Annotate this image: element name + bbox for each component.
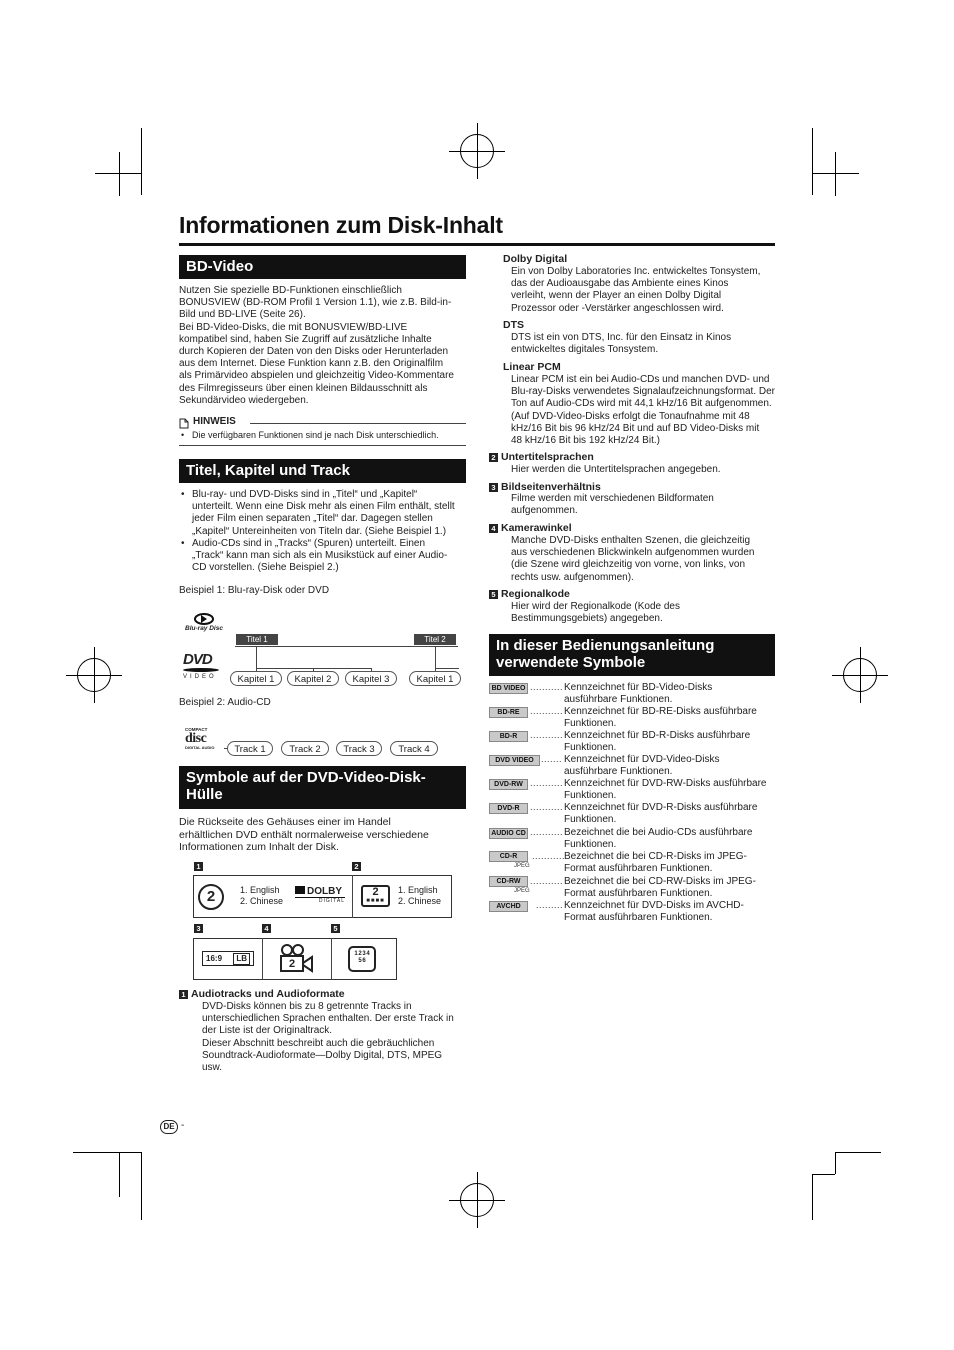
leader-dots: ........... (530, 876, 564, 886)
track-pill: Track 4 (390, 741, 438, 756)
legend-desc: Kennzeichnet für DVD-R-Disks ausführbare Funktionen. (564, 802, 758, 826)
section-heading-legend: In dieser Bedienungsanleitung verwendete Symbole (489, 634, 775, 676)
note-icon (179, 416, 189, 427)
titel-1-tag: Titel 1 (236, 634, 278, 645)
leader-dots: ........... (530, 827, 564, 837)
crop-mark (141, 128, 142, 195)
region-code-icon: 1 2 3 4 5 6 (348, 946, 376, 972)
audio-lang-list: 1. English 2. Chinese (240, 885, 284, 906)
number-badge: 3 (194, 924, 203, 933)
registration-mark (460, 1183, 494, 1217)
legend-desc: Kennzeichnet für DVD-RW-Disks ausführbare Funktionen. (564, 778, 767, 802)
crop-mark (119, 1152, 120, 1197)
registration-mark (843, 658, 877, 692)
leader-dots: ........... (530, 802, 564, 812)
camera-angle-icon: 2 (277, 943, 315, 973)
hinweis-item: • Die verfügbaren Funktionen sind je nach Disk unterschiedlich. (180, 430, 470, 441)
titel-end-marker (435, 646, 436, 648)
registration-mark (460, 134, 494, 168)
badge-dvd-video: DVD VIDEO (489, 755, 540, 766)
badge-avchd: AVCHD (489, 901, 528, 912)
track-pill: Track 1 (227, 741, 273, 756)
badge-bd-re: BD-RE (489, 707, 528, 718)
symbole-text: Die Rückseite des Gehäuses einer im Handel erhältlichen DVD enthält normalerweise verschiedene Informationen zum Inhalt der Disk. (179, 816, 429, 853)
legend-desc: Kennzeichnet für BD-RE-Disks ausführbare Funktionen. (564, 706, 757, 730)
titel-2-tag: Titel 2 (414, 634, 456, 645)
language-badge: DE (160, 1120, 178, 1134)
kamera-text: Manche DVD-Disks enthalten Szenen, die gleichzeitig aus verschiedenen Blickwinkeln aufgenommen wurden (die Szene wird gleichzeitig von vorne, von links, von rechts usw. aufgenommen). (511, 535, 755, 583)
legend-desc: Kennzeichnet für DVD-Disks im AVCHD- Format ausführbaren Funktionen. (564, 900, 744, 924)
kapitel-connector (256, 647, 257, 671)
badge-audio-cd: AUDIO CD (489, 828, 528, 839)
leader-dots: ........... (530, 706, 564, 716)
dolby-digital-logo: DOLBY DIGITAL (295, 886, 345, 906)
dolby-dd-icon (295, 886, 305, 894)
subtitle-icon: 2 ■■■■ (361, 885, 390, 907)
kapitel-pill: Kapitel 1 (230, 671, 282, 686)
bd-video-text: Nutzen Sie spezielle BD-Funktionen einschließlich BONUSVIEW (BD-ROM Profil 1 Version 1.1), wie z.B. Bild-in- Bild und BD-LIVE (Seite 26). Bei BD-Video-Disks, die mit BONUSVIEW/BD-LIVE kompatibel sind, haben Sie Zugriff auf zusätzliche Inhalte durch Kopieren der Daten von den Disks oder Herunterladen aus dem Internet. Diese Funktion kann z.B. den Originalfilm als Primärvideo abspielen und gleichzeitig Video-Kommentare des Filmregisseurs über einen kleinen Bildausschnitt als Sekundärvideo wiedergeben. (179, 285, 454, 406)
badge-cd-rw: CD-RW (489, 876, 528, 887)
pcm-text: Linear PCM ist ein bei Audio-CDs und manchen DVD- und Blu-ray-Disks verwendetes Signalaufzeichnungsformat. Der Ton auf Audio-CDs wird mit 44,1 kHz/16 Bit aufgenommen. (Auf DVD-Video-Disks erfolgt die Tonaufnahme mit 48 kHz/16 Bit bis 96 kHz/24 Bit und auf BD Video-Disks mit 48 kHz/16 Bit bis 192 kHz/24 Bit.) (511, 374, 776, 447)
section-heading-bd-video: BD-Video (179, 255, 466, 279)
badge-dvd-r: DVD-R (489, 803, 528, 814)
example-1-label: Beispiel 1: Blu-ray-Disk oder DVD (179, 585, 330, 596)
example-2-label: Beispiel 2: Audio-CD (179, 697, 271, 708)
crop-mark (119, 152, 120, 196)
number-badge: 4 (262, 924, 271, 933)
box-divider (331, 938, 332, 980)
kapitel-connector (435, 647, 436, 671)
titel-track-line (235, 646, 458, 647)
region-heading: 5 Regionalkode (489, 588, 570, 600)
aspect-ratio-icon: 16:9 LB (202, 951, 254, 966)
leader-dots: ........... (530, 778, 564, 788)
audio-tracks-icon: 2 (198, 884, 224, 910)
number-badge: 5 (331, 924, 340, 933)
dolby-text: Ein von Dolby Laboratories Inc. entwickeltes Tonsystem, das der Audioausgabe das Ambiente eines Kinos verleiht, wenn der Player an einen Dolby Digital Prozessor oder -Verstärker angeschlossen wird. (511, 266, 761, 314)
page-dash: - (181, 1120, 185, 1131)
number-badge: 2 (352, 862, 361, 871)
leader-dots: ........... (530, 682, 564, 692)
box-divider (262, 938, 263, 980)
kamera-heading: 4 Kamerawinkel (489, 522, 572, 534)
crop-mark (812, 128, 813, 195)
kapitel-pill: Kapitel 3 (345, 671, 397, 686)
dolby-heading: Dolby Digital (503, 253, 568, 265)
legend-desc: Kennzeichnet für BD-Video-Disks ausführbare Funktionen. (564, 682, 713, 706)
dts-heading: DTS (503, 319, 524, 331)
section-heading-titel: Titel, Kapitel und Track (179, 459, 466, 483)
audio-text: DVD-Disks können bis zu 8 getrennte Tracks in unterschiedlichen Sprachen enthalten. Der erste Track in der Liste ist der Originaltrack. Dieser Abschnitt beschreibt auch die gebräuchlichen Soundtrack-Audioformate—Dolby Digital, DTS, MPEG usw. (202, 1001, 454, 1074)
dts-text: DTS ist ein von DTS, Inc. für den Einsatz in Kinos entwickeltes digitales Tonsystem. (511, 332, 732, 356)
legend-desc: Bezeichnet die bei Audio-CDs ausführbare Funktionen. (564, 827, 753, 851)
badge-dvd-rw: DVD-RW (489, 779, 528, 790)
kapitel-pill: Kapitel 2 (287, 671, 339, 686)
badge-cd-r: CD-R (489, 851, 528, 862)
badge-bd-r: BD-R (489, 731, 528, 742)
hinweis-label: HINWEIS (193, 416, 236, 427)
crop-mark (95, 173, 141, 174)
title-rule (179, 243, 775, 246)
legend-desc: Bezeichnet die bei CD-R-Disks im JPEG- Format ausführbaren Funktionen. (564, 851, 747, 875)
untertitel-text: Hier werden die Untertitelsprachen angegeben. (511, 464, 721, 475)
kapitel-line (256, 668, 372, 669)
crop-mark (812, 1174, 813, 1220)
kapitel-pill: Kapitel 1 (409, 671, 461, 686)
crop-mark (813, 1174, 835, 1175)
kapitel-line-2 (435, 668, 459, 669)
registration-mark (77, 658, 111, 692)
pcm-heading: Linear PCM (503, 361, 561, 373)
crop-mark (73, 1152, 141, 1153)
page-title: Informationen zum Disk-Inhalt (179, 212, 503, 238)
section-heading-symbole: Symbole auf der DVD-Video-Disk- Hülle (179, 766, 466, 809)
legend-desc: Kennzeichnet für DVD-Video-Disks ausführbare Funktionen. (564, 754, 720, 778)
bildseiten-text: Filme werden mit verschiedenen Bildformaten aufgenommen. (511, 493, 714, 517)
track-pill: Track 3 (336, 741, 382, 756)
crop-mark (141, 1152, 142, 1220)
dvd-logo: DVD VIDEO (183, 652, 225, 680)
bildseiten-heading: 3 Bildseitenverhältnis (489, 481, 601, 493)
leader-dots: ....... (541, 754, 563, 764)
jpeg-label: JPEG (514, 863, 530, 869)
untertitel-heading: 2 Untertitelsprachen (489, 451, 594, 463)
crop-mark (813, 173, 859, 174)
box-divider (352, 875, 353, 918)
badge-bd-video: BD VIDEO (489, 683, 528, 694)
track-pill: Track 2 (281, 741, 329, 756)
leader-dots: ........... (530, 730, 564, 740)
subtitle-lang-list: 1. English 2. Chinese (398, 885, 442, 906)
leader-dots: ........... (532, 851, 566, 861)
region-text: Hier wird der Regionalkode (Kode des Bestimmungsgebiets) angegeben. (511, 601, 680, 625)
leader-dots: ......... (536, 900, 564, 910)
crop-mark (835, 1152, 881, 1153)
titel-bullets: • Blu-ray- und DVD-Disks sind in „Titel“ und „Kapitel“ unterteilt. Wenn eine Disk mehr als einen Film enthält, stellt jeder Film einen separaten „Titel“ dar. Dagegen stellen „Kapitel“ Untereinheiten von Titeln dar. (Siehe Beispiel 1.) • Audio-CDs sind in „Tracks“ (Spuren) unterteilt. Einen „Track“ kann man sich als ein Musikstück auf einer Audio- CD vorstellen. (Siehe Beispiel 2.) (180, 489, 470, 574)
hinweis-rule (250, 423, 466, 424)
audio-heading: 1 Audiotracks und Audioformate (179, 988, 345, 1000)
legend-desc: Bezeichnet die bei CD-RW-Disks im JPEG- Format ausführbaren Funktionen. (564, 876, 756, 900)
number-badge: 1 (194, 862, 203, 871)
bluray-logo: Blu-ray Disc (181, 612, 227, 636)
jpeg-label: JPEG (514, 888, 530, 894)
compact-disc-logo: COMPACT disc DIGITAL AUDIO (185, 727, 215, 750)
hinweis-end-rule (179, 445, 466, 446)
crop-mark (835, 1152, 836, 1174)
legend-desc: Kennzeichnet für BD-R-Disks ausführbare Funktionen. (564, 730, 751, 754)
crop-mark (835, 152, 836, 196)
